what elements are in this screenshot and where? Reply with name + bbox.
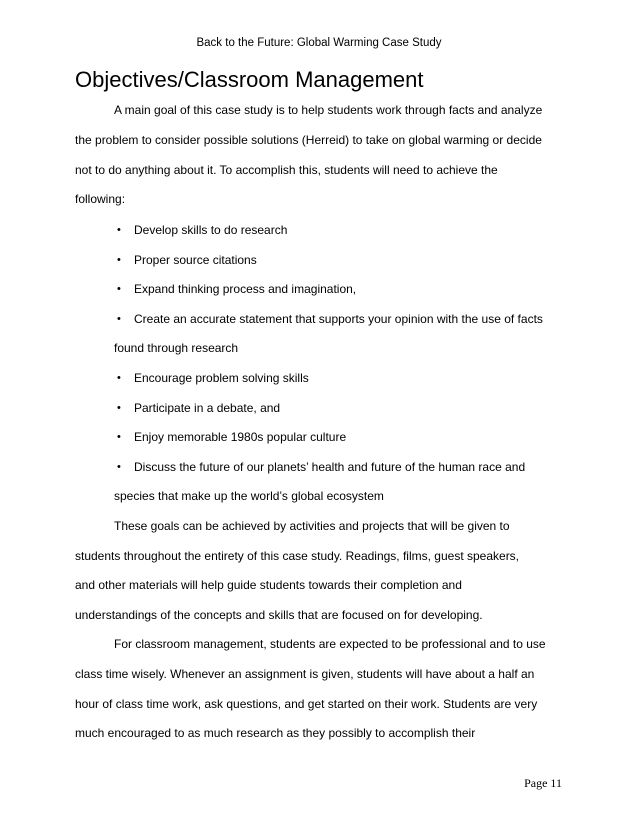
bullet-marker: • xyxy=(117,254,121,266)
running-header: Back to the Future: Global Warming Case Study xyxy=(196,37,442,49)
paragraph-line: For classroom management, students are expected to be professional and to use xyxy=(114,637,546,651)
intro-line: not to do anything about it. To accomplish this, students will need to achieve the xyxy=(75,163,498,177)
page-number: Page 11 xyxy=(524,776,562,790)
intro-line: the problem to consider possible solutions (Herreid) to take on global warming or decide xyxy=(75,133,542,147)
paragraph-line: understandings of the concepts and skills that are focused on for developing. xyxy=(75,608,483,622)
section-heading: Objectives/Classroom Management xyxy=(75,67,424,92)
bullet-marker: • xyxy=(117,372,121,384)
list-item: Encourage problem solving skills xyxy=(134,371,309,385)
list-item-continuation: found through research xyxy=(114,341,239,355)
paragraph-line: hour of class time work, ask questions, and get started on their work. Students are very xyxy=(75,697,538,711)
intro-line: A main goal of this case study is to help students work through facts and analyze xyxy=(114,103,543,117)
paragraph-line: These goals can be achieved by activities and projects that will be given to xyxy=(114,519,510,533)
list-item-continuation: species that make up the world’s global ecosystem xyxy=(114,489,384,503)
list-item: Enjoy memorable 1980s popular culture xyxy=(134,430,347,444)
paragraph-line: students throughout the entirety of this case study. Readings, films, guest speakers, xyxy=(75,549,520,563)
list-item: Discuss the future of our planets’ health and future of the human race and xyxy=(134,460,526,474)
bullet-marker: • xyxy=(117,402,121,414)
paragraph-line: much encouraged to as much research as they possibly to accomplish their xyxy=(75,726,476,740)
list-item: Expand thinking process and imagination, xyxy=(134,282,357,296)
paragraph-line: and other materials will help guide students towards their completion and xyxy=(75,578,462,592)
bullet-marker: • xyxy=(117,283,121,295)
list-item: Participate in a debate, and xyxy=(134,401,281,415)
list-item: Create an accurate statement that supports your opinion with the use of facts xyxy=(134,312,543,326)
bullet-marker: • xyxy=(117,313,121,325)
list-item: Develop skills to do research xyxy=(134,223,288,237)
list-item: Proper source citations xyxy=(134,253,257,267)
bullet-marker: • xyxy=(117,431,121,443)
paragraph-line: class time wisely. Whenever an assignment is given, students will have about a half an xyxy=(75,667,535,681)
bullet-marker: • xyxy=(117,224,121,236)
bullet-marker: • xyxy=(117,461,121,473)
intro-line: following: xyxy=(75,192,126,206)
